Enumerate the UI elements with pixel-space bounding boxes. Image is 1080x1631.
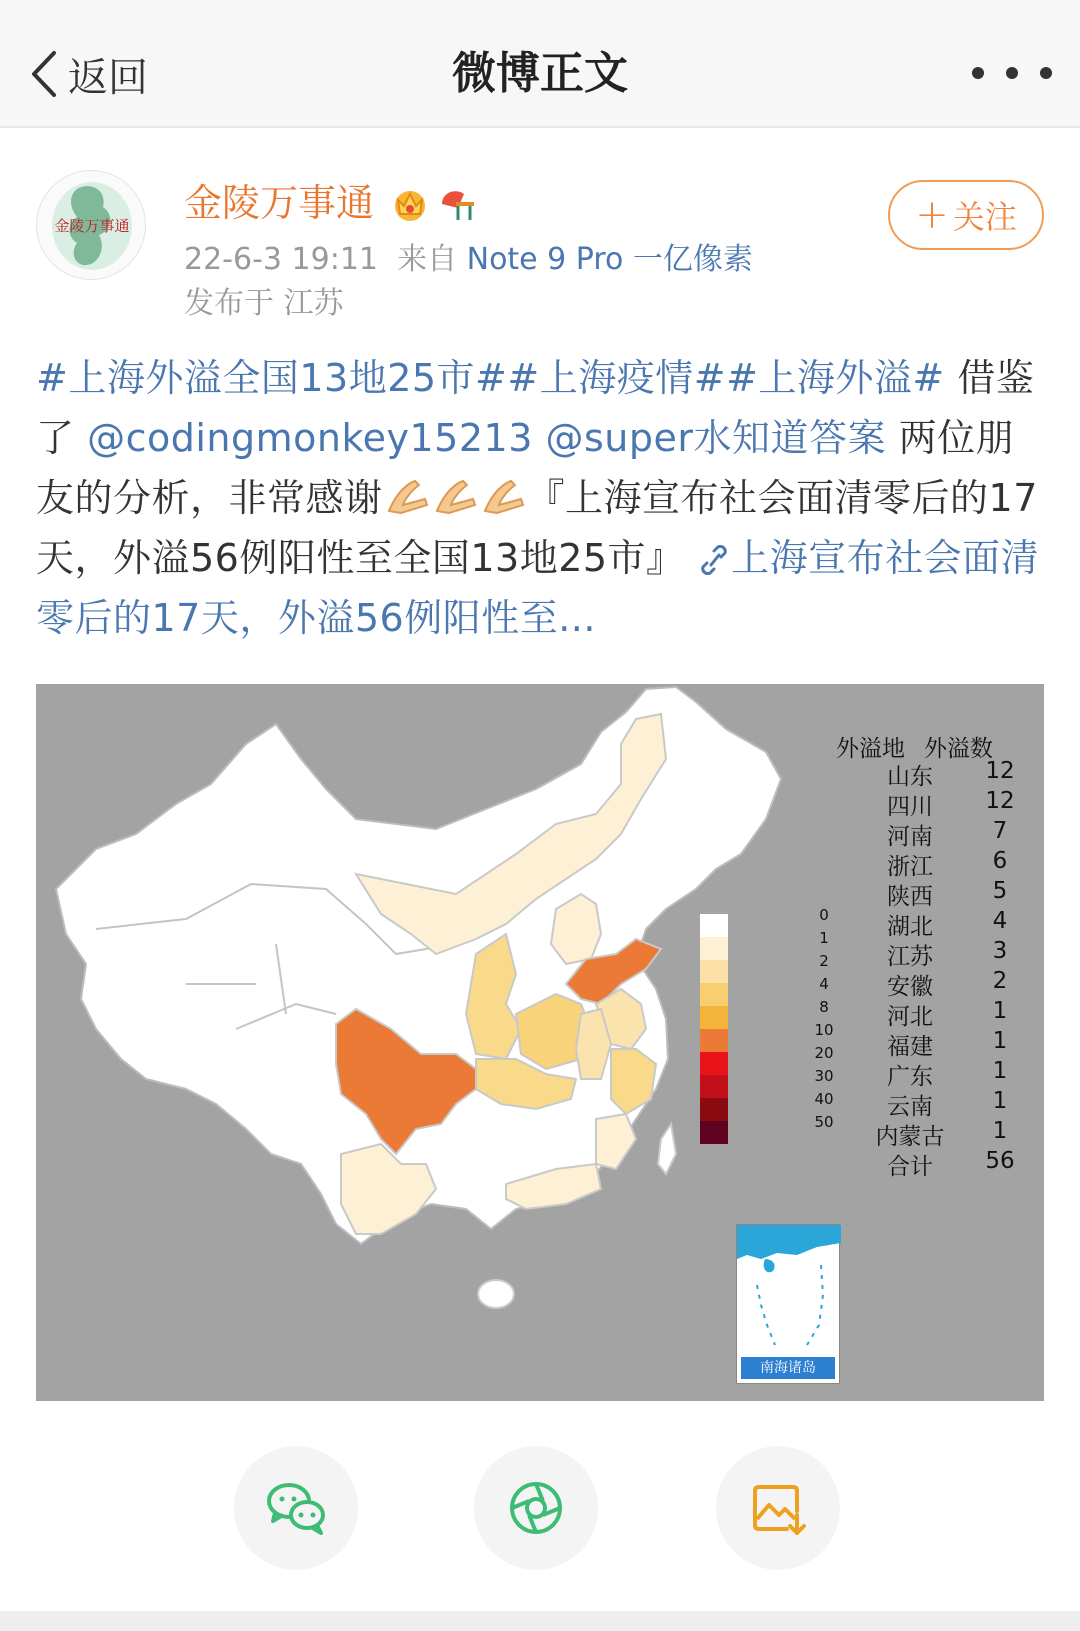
region-zhejiang <box>611 1049 656 1114</box>
scale-label: 4 <box>819 975 829 993</box>
page-title: 微博正文 <box>452 48 628 99</box>
clap-emoji-icon <box>431 477 479 517</box>
region-count: 12 <box>985 758 1015 784</box>
south-china-sea-inset <box>736 1224 840 1384</box>
scale-label: 1 <box>819 929 829 947</box>
table-row <box>870 848 1040 880</box>
share-moments-button[interactable] <box>474 1446 598 1570</box>
avatar-image <box>37 171 146 280</box>
region-name: 安徽 <box>887 974 933 1000</box>
region-name: 山东 <box>887 764 933 790</box>
author-name[interactable]: 金陵万事通 <box>184 181 375 225</box>
source-prefix: 来自 <box>397 242 458 277</box>
post-text-part: 借鉴了 <box>36 356 1035 460</box>
plus-icon: + <box>915 192 949 238</box>
table-row <box>870 1028 1040 1060</box>
more-dot-icon <box>972 67 984 79</box>
region-name: 广东 <box>887 1064 933 1090</box>
table-row <box>870 938 1040 970</box>
scale-label: 8 <box>819 998 829 1016</box>
save-image-button[interactable] <box>716 1446 840 1570</box>
post-body <box>36 348 1048 648</box>
moments-icon <box>503 1475 569 1541</box>
follow-button[interactable] <box>888 180 1044 250</box>
more-dot-icon <box>1006 67 1018 79</box>
article-link-text: 上海宣布社会面清零后的17天，外溢56例阳性至... <box>36 536 1040 640</box>
scale-swatch <box>700 1052 728 1075</box>
table-row <box>870 788 1040 820</box>
scale-swatch <box>700 1075 728 1098</box>
region-name: 福建 <box>887 1034 933 1060</box>
table-row <box>870 908 1040 940</box>
region-hainan <box>478 1280 514 1308</box>
region-count: 7 <box>992 818 1008 844</box>
region-fujian <box>596 1114 636 1169</box>
post-text-part: 两位朋友的分析，非常感谢 <box>36 416 1015 520</box>
scale-label: 30 <box>814 1067 834 1085</box>
link-icon <box>697 545 731 575</box>
mention-link[interactable]: @super水知道答案 <box>545 416 886 460</box>
wechat-icon <box>263 1475 329 1541</box>
region-count: 1 <box>992 1118 1008 1144</box>
scale-label: 2 <box>819 952 829 970</box>
post-time: 22-6-3 19:11 <box>184 242 378 277</box>
table-total-row <box>870 1148 1040 1180</box>
follow-label: 关注 <box>952 198 1017 236</box>
clap-emoji-icon <box>383 477 431 517</box>
table-row <box>870 1088 1040 1120</box>
total-count: 56 <box>985 1148 1015 1174</box>
bottom-divider <box>0 1611 1080 1631</box>
scale-label: 10 <box>814 1021 834 1039</box>
event-badge-icon[interactable] <box>436 184 476 224</box>
save-image-icon <box>745 1475 811 1541</box>
more-dot-icon <box>1040 67 1052 79</box>
scale-swatch <box>700 1098 728 1121</box>
crown-badge-icon[interactable] <box>390 184 430 224</box>
scale-swatch <box>700 960 728 983</box>
region-name: 四川 <box>887 794 933 820</box>
table-row <box>870 968 1040 1000</box>
scale-label: 40 <box>814 1090 834 1108</box>
region-count: 2 <box>992 968 1008 994</box>
region-name: 云南 <box>887 1094 933 1120</box>
share-wechat-button[interactable] <box>234 1446 358 1570</box>
region-count: 4 <box>992 908 1008 934</box>
region-count: 12 <box>985 788 1015 814</box>
region-name: 河南 <box>887 824 933 850</box>
hashtag-links[interactable]: #上海外溢全国13地25市##上海疫情##上海外溢# <box>36 356 945 400</box>
scale-swatch <box>700 937 728 960</box>
post-location: 发布于 江苏 <box>184 286 344 321</box>
region-name: 浙江 <box>887 854 933 880</box>
table-header-region: 外溢地 <box>836 736 905 762</box>
region-count: 5 <box>992 878 1008 904</box>
scale-swatch <box>700 1029 728 1052</box>
table-row <box>870 1118 1040 1150</box>
region-count: 1 <box>992 998 1008 1024</box>
region-name: 陕西 <box>887 884 933 910</box>
region-name: 河北 <box>887 1004 933 1030</box>
region-count: 3 <box>992 938 1008 964</box>
post-meta <box>184 238 753 282</box>
scale-swatch <box>700 1121 728 1144</box>
post-source[interactable]: Note 9 Pro 一亿像素 <box>466 242 753 277</box>
region-count: 6 <box>992 848 1008 874</box>
clap-emoji-icon <box>479 477 527 517</box>
scale-swatch <box>700 914 728 937</box>
scale-label: 0 <box>819 906 829 924</box>
avatar-text: 金陵万事通 <box>54 217 130 235</box>
scale-swatch <box>700 1006 728 1029</box>
color-scale-bar <box>700 914 728 1144</box>
total-label: 合计 <box>887 1154 933 1180</box>
post-text-part: 『上海宣布社会面清零后的17天，外溢56例阳性至全国13地25市』 <box>36 476 1038 580</box>
table-row <box>870 998 1040 1030</box>
nav-bar <box>0 0 1080 128</box>
region-taiwan <box>658 1124 676 1174</box>
region-name: 江苏 <box>887 944 933 970</box>
table-header-count: 外溢数 <box>924 736 993 762</box>
scale-swatch <box>700 983 728 1006</box>
post-image-map[interactable] <box>36 684 1044 1401</box>
scale-label: 20 <box>814 1044 834 1062</box>
mention-link[interactable]: @codingmonkey15213 <box>87 416 533 460</box>
table-row <box>870 1058 1040 1090</box>
region-name: 内蒙古 <box>875 1124 945 1150</box>
scale-label: 50 <box>814 1113 834 1131</box>
table-row <box>870 758 1040 790</box>
region-count: 1 <box>992 1088 1008 1114</box>
region-name: 湖北 <box>887 914 933 940</box>
table-row <box>870 818 1040 850</box>
table-row <box>870 878 1040 910</box>
inset-label: 南海诸岛 <box>741 1357 835 1379</box>
avatar[interactable] <box>36 170 146 280</box>
more-button[interactable] <box>972 58 1052 88</box>
region-count: 1 <box>992 1028 1008 1054</box>
region-count: 1 <box>992 1058 1008 1084</box>
back-label: 返回 <box>68 54 148 101</box>
